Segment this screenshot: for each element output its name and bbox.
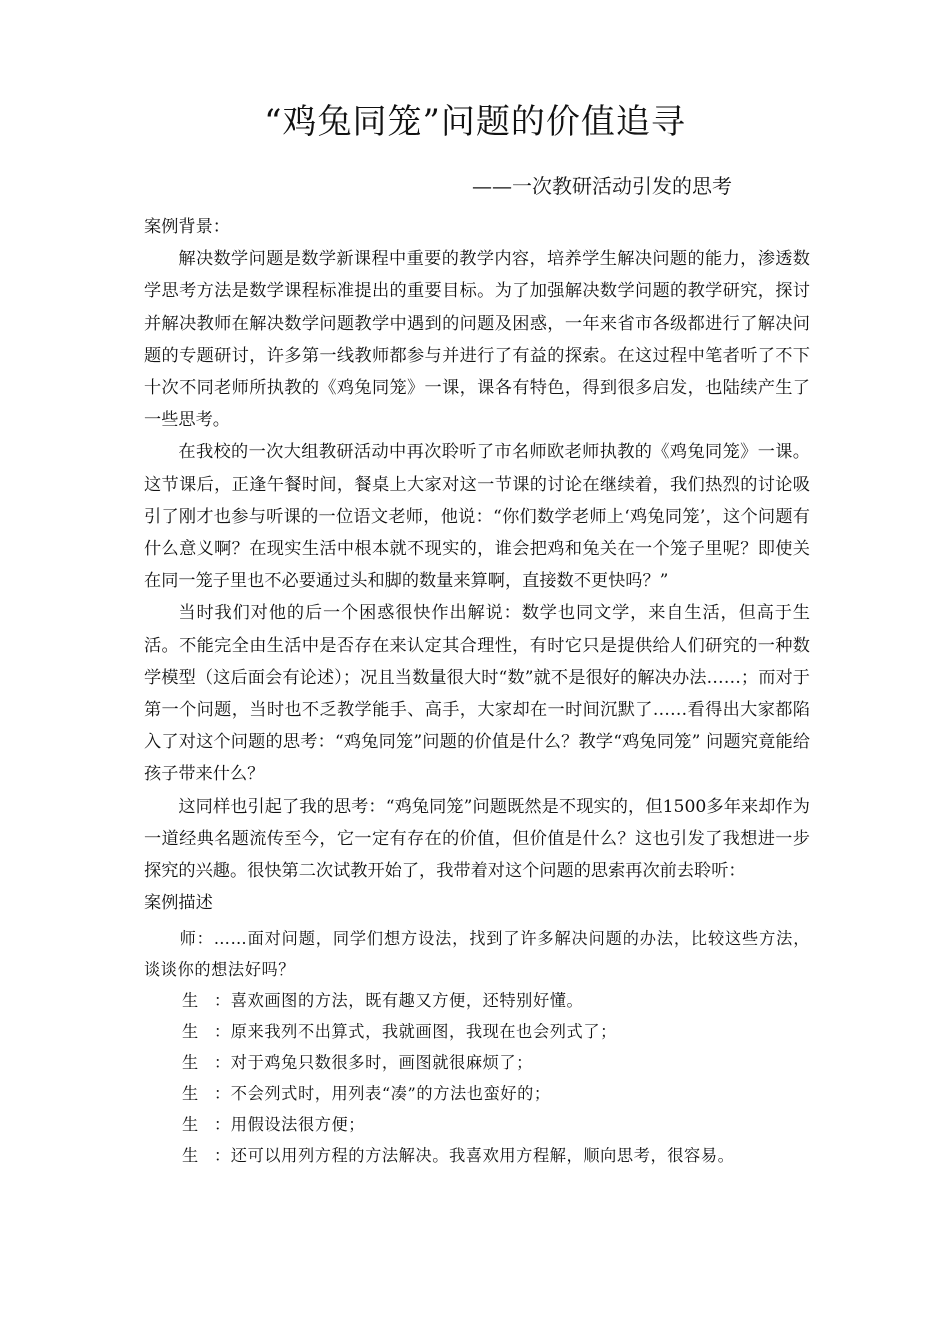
student-line bbox=[144, 1047, 810, 1078]
section-heading-background: 案例背景： bbox=[144, 217, 230, 237]
student-line bbox=[144, 1140, 810, 1171]
speaker-separator: ： bbox=[214, 1053, 231, 1073]
speaker-separator: ： bbox=[214, 991, 231, 1011]
body-paragraph: 当时我们对他的后一个困惑很快作出解说：数学也同文学，来自生活，但高于生活。不能完全由生活中是否存在来认定其合理性，有时它只是提供给人们研究的一种数学模型（这后面会有论述）；况且当数量很大时“数”就不是很好的解决办法……；而对于第一个问题，当时也不乏教学能手、高手，大家却在一时间沉默了……看得出大家都陷入了对这个问题的思考：“鸡兔同笼”问题的价值是什么？教学“鸡兔同笼” 问题究竟能给孩子带来什么？ bbox=[144, 603, 810, 785]
speaker-separator: ： bbox=[214, 1115, 231, 1135]
body-paragraph: 这同样也引起了我的思考：“鸡兔同笼”问题既然是不现实的，但1500多年来却作为一道经典名题流传至今，它一定有存在的价值，但价值是什么？这也引发了我想进一步探究的兴趣。很快第二次试教开始了，我带着对这个问题的思索再次前去聆听： bbox=[144, 796, 810, 882]
classroom-dialogue bbox=[144, 923, 810, 1171]
speaker-label: 生 bbox=[182, 1022, 199, 1042]
body-paragraph: 在我校的一次大组教研活动中再次聆听了市名师欧老师执教的《鸡兔同笼》一课。这节课后，正逢午餐时间，餐桌上大家对这一节课的讨论在继续着，我们热烈的讨论吸引了刚才也参与听课的一位语文老师，他说：“你们数学老师上‘鸡兔同笼’，这个问题有什么意义啊？在现实生活中根本就不现实的，谁会把鸡和兔关在一个笼子里呢？即使关在同一笼子里也不必要通过头和脚的数量来算啊，直接数不更快吗？” bbox=[144, 442, 810, 592]
document-title: “鸡兔同笼”问题的价值追寻 bbox=[264, 102, 686, 142]
student-line bbox=[144, 1109, 810, 1140]
speaker-label: 生 bbox=[182, 1053, 199, 1073]
student-line-text: 对于鸡兔只数很多时，画图就很麻烦了； bbox=[230, 1053, 533, 1073]
student-line bbox=[144, 985, 810, 1016]
student-line bbox=[144, 1078, 810, 1109]
document-subtitle: ——一次教研活动引发的思考 bbox=[472, 174, 732, 198]
student-line-text: 喜欢画图的方法，既有趣又方便，还特别好懂。 bbox=[230, 991, 584, 1011]
speaker-separator: ： bbox=[214, 1084, 231, 1104]
student-line-text: 还可以用列方程的方法解决。我喜欢用方程解，顺向思考，很容易。 bbox=[230, 1146, 735, 1166]
speaker-label: 生 bbox=[182, 1084, 199, 1104]
speaker-separator: ： bbox=[214, 1022, 231, 1042]
speaker-label: 生 bbox=[182, 1146, 199, 1166]
section-heading-description: 案例描述 bbox=[144, 893, 213, 914]
student-line-text: 原来我列不出算式，我就画图，我现在也会列式了； bbox=[230, 1022, 617, 1042]
teacher-line: 师：……面对问题，同学们想方设法，找到了许多解决问题的办法，比较这些方法，谈谈你的想法好吗？ bbox=[144, 929, 810, 980]
document-body bbox=[144, 211, 810, 1171]
speaker-separator: ： bbox=[214, 1146, 231, 1166]
speaker-label: 生 bbox=[182, 991, 199, 1011]
student-line-text: 用假设法很方便； bbox=[230, 1115, 366, 1135]
student-line bbox=[144, 1016, 810, 1047]
speaker-label: 生 bbox=[182, 1115, 199, 1135]
student-line-text: 不会列式时，用列表“凑”的方法也蛮好的； bbox=[230, 1084, 551, 1104]
body-paragraph: 解决数学问题是数学新课程中重要的教学内容，培养学生解决问题的能力，渗透数学思考方法是数学课程标准提出的重要目标。为了加强解决数学问题的教学研究，探讨并解决教师在解决数学问题教学中遇到的问题及困惑，一年来省市各级都进行了解决问题的专题研讨，许多第一线教师都参与并进行了有益的探索。在这过程中笔者听了不下十次不同老师所执教的《鸡兔同笼》一课，课各有特色，得到很多启发，也陆续产生了一些思考。 bbox=[144, 249, 810, 431]
